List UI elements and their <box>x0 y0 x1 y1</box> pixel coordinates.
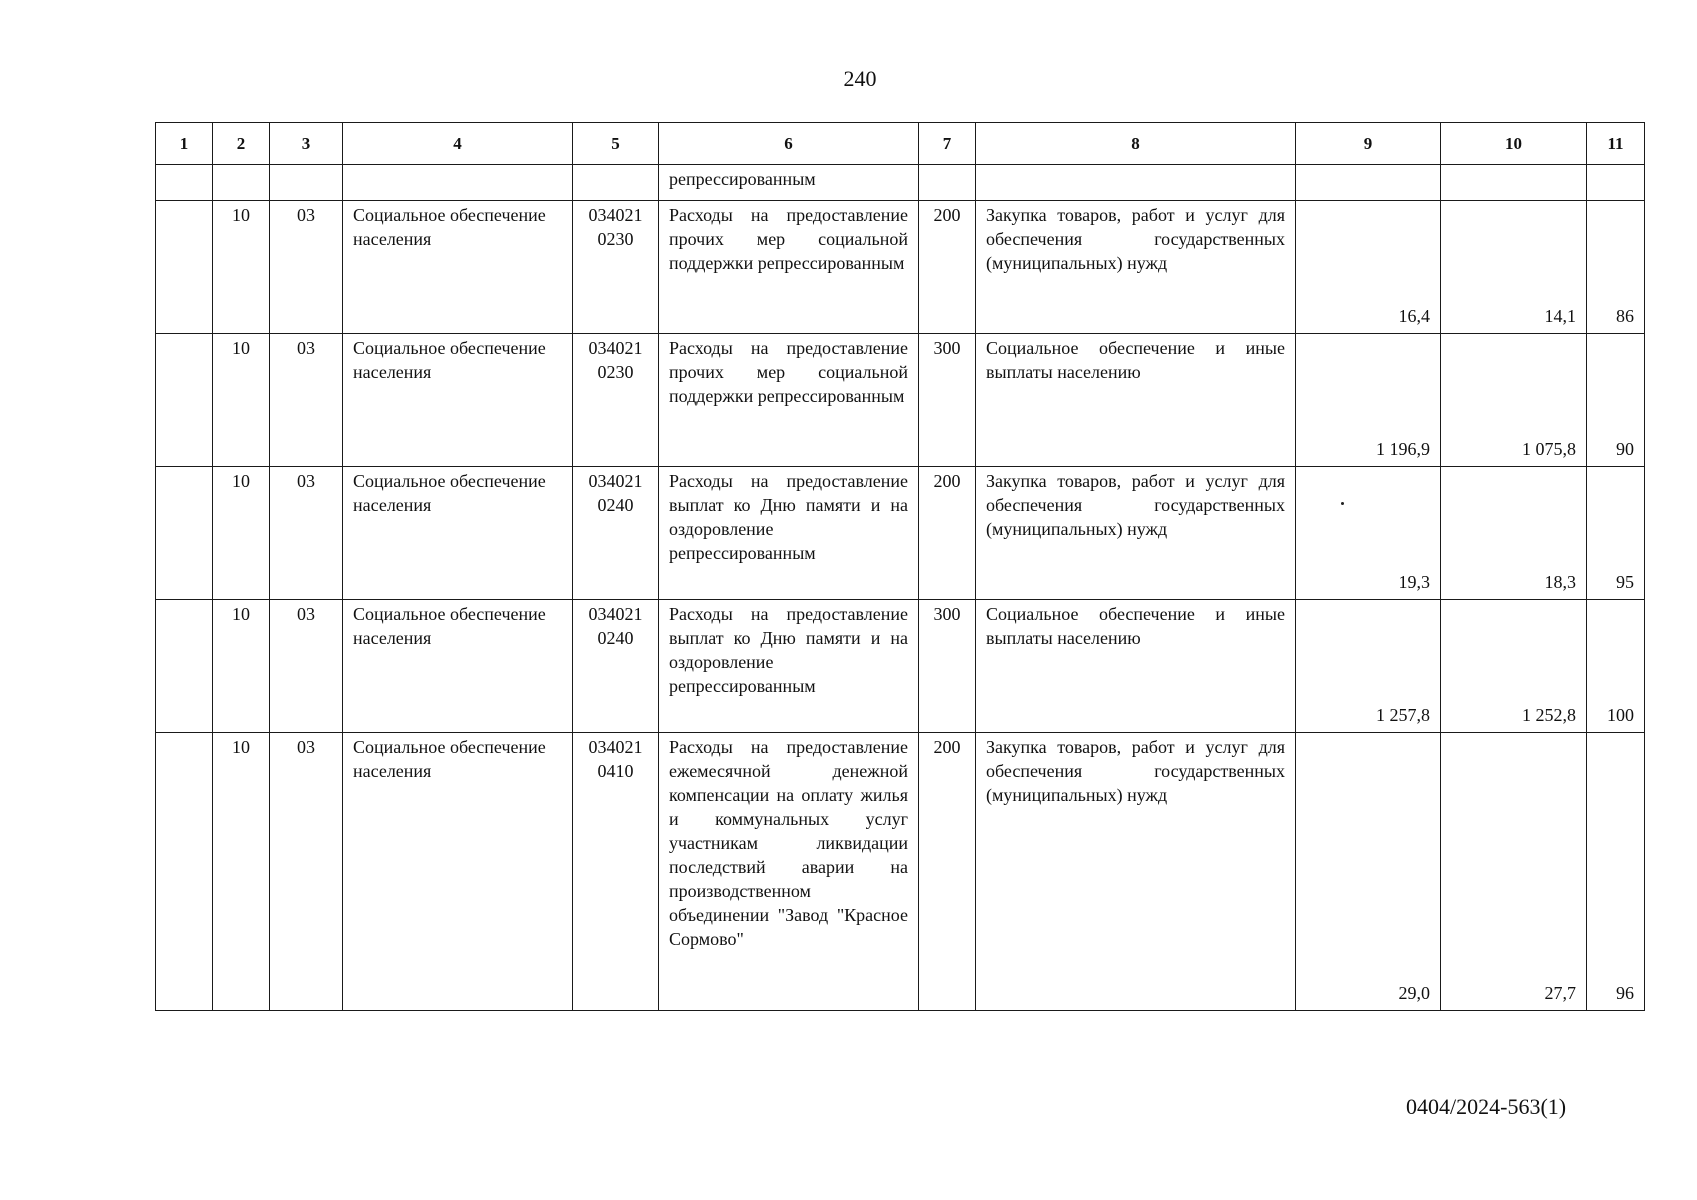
amount-executed: 1 075,8 <box>1441 334 1587 467</box>
section-name: Социальное обеспечение населения <box>343 600 573 733</box>
section-name: Социальное обеспечение населения <box>343 201 573 334</box>
amount-planned: 29,0 <box>1296 733 1441 1011</box>
target-article: 034021 0230 <box>573 334 659 467</box>
table-cell <box>1587 165 1645 201</box>
target-article: 034021 0410 <box>573 733 659 1011</box>
table-cell <box>156 600 213 733</box>
table-cell <box>343 165 573 201</box>
table-row <box>156 733 1645 1011</box>
amount-planned: 1 196,9 <box>1296 334 1441 467</box>
subsection-code: 03 <box>270 467 343 600</box>
table-row <box>156 600 1645 733</box>
article-name: Расходы на предоставление выплат ко Дню памяти и на оздоровление репрессированным <box>659 467 919 600</box>
header-cell: 8 <box>976 123 1296 165</box>
header-cell: 4 <box>343 123 573 165</box>
table-cell: репрессированным <box>659 165 919 201</box>
scan-speck <box>1341 502 1344 505</box>
budget-table <box>155 122 1645 1011</box>
header-cell: 1 <box>156 123 213 165</box>
section-code: 10 <box>213 600 270 733</box>
section-code: 10 <box>213 334 270 467</box>
target-article: 034021 0230 <box>573 201 659 334</box>
article-name: Расходы на предоставление прочих мер социальной поддержки репрессированным <box>659 201 919 334</box>
expense-type-name: Социальное обеспечение и иные выплаты населению <box>976 334 1296 467</box>
table-cell <box>156 733 213 1011</box>
expense-type-code: 300 <box>919 600 976 733</box>
table-cell <box>156 201 213 334</box>
expense-type-code: 200 <box>919 467 976 600</box>
subsection-code: 03 <box>270 600 343 733</box>
table-cell <box>213 165 270 201</box>
target-article: 034021 0240 <box>573 600 659 733</box>
amount-executed: 27,7 <box>1441 733 1587 1011</box>
table-cell <box>270 165 343 201</box>
expense-type-name: Закупка товаров, работ и услуг для обеспечения государственных (муниципальных) нужд <box>976 733 1296 1011</box>
table-cell <box>976 165 1296 201</box>
header-cell: 11 <box>1587 123 1645 165</box>
header-row <box>156 123 1645 165</box>
header-cell: 5 <box>573 123 659 165</box>
article-name: Расходы на предоставление прочих мер социальной поддержки репрессированным <box>659 334 919 467</box>
header-cell: 10 <box>1441 123 1587 165</box>
subsection-code: 03 <box>270 733 343 1011</box>
table-cell <box>1296 165 1441 201</box>
header-cell: 7 <box>919 123 976 165</box>
expense-type-name: Закупка товаров, работ и услуг для обеспечения государственных (муниципальных) нужд <box>976 467 1296 600</box>
table-cell <box>156 334 213 467</box>
section-code: 10 <box>213 201 270 334</box>
section-code: 10 <box>213 733 270 1011</box>
table-cell <box>573 165 659 201</box>
expense-type-name: Закупка товаров, работ и услуг для обеспечения государственных (муниципальных) нужд <box>976 201 1296 334</box>
table-cell <box>156 467 213 600</box>
amount-planned: 19,3 <box>1296 467 1441 600</box>
header-cell: 6 <box>659 123 919 165</box>
amount-executed: 18,3 <box>1441 467 1587 600</box>
section-code: 10 <box>213 467 270 600</box>
continuation-row <box>156 165 1645 201</box>
execution-percent: 95 <box>1587 467 1645 600</box>
expense-type-code: 200 <box>919 733 976 1011</box>
table-row <box>156 201 1645 334</box>
document-code: 0404/2024-563(1) <box>1406 1094 1567 1119</box>
amount-executed: 14,1 <box>1441 201 1587 334</box>
section-name: Социальное обеспечение населения <box>343 334 573 467</box>
section-name: Социальное обеспечение населения <box>343 733 573 1011</box>
execution-percent: 96 <box>1587 733 1645 1011</box>
execution-percent: 100 <box>1587 600 1645 733</box>
execution-percent: 86 <box>1587 201 1645 334</box>
execution-percent: 90 <box>1587 334 1645 467</box>
target-article: 034021 0240 <box>573 467 659 600</box>
amount-planned: 16,4 <box>1296 201 1441 334</box>
table-cell <box>919 165 976 201</box>
header-cell: 2 <box>213 123 270 165</box>
expense-type-code: 300 <box>919 334 976 467</box>
header-cell: 9 <box>1296 123 1441 165</box>
expense-type-code: 200 <box>919 201 976 334</box>
subsection-code: 03 <box>270 334 343 467</box>
article-name: Расходы на предоставление выплат ко Дню памяти и на оздоровление репрессированным <box>659 600 919 733</box>
table-cell <box>1441 165 1587 201</box>
page-number: 240 <box>843 66 877 91</box>
amount-executed: 1 252,8 <box>1441 600 1587 733</box>
amount-planned: 1 257,8 <box>1296 600 1441 733</box>
header-cell: 3 <box>270 123 343 165</box>
article-name: Расходы на предоставление ежемесячной денежной компенсации на оплату жилья и коммунальных услуг участникам ликвидации последствий аварии на производственном объединении "Завод "Красное Сормово" <box>659 733 919 1011</box>
table-row <box>156 334 1645 467</box>
section-name: Социальное обеспечение населения <box>343 467 573 600</box>
table-cell <box>156 165 213 201</box>
subsection-code: 03 <box>270 201 343 334</box>
expense-type-name: Социальное обеспечение и иные выплаты населению <box>976 600 1296 733</box>
table-row <box>156 467 1645 600</box>
